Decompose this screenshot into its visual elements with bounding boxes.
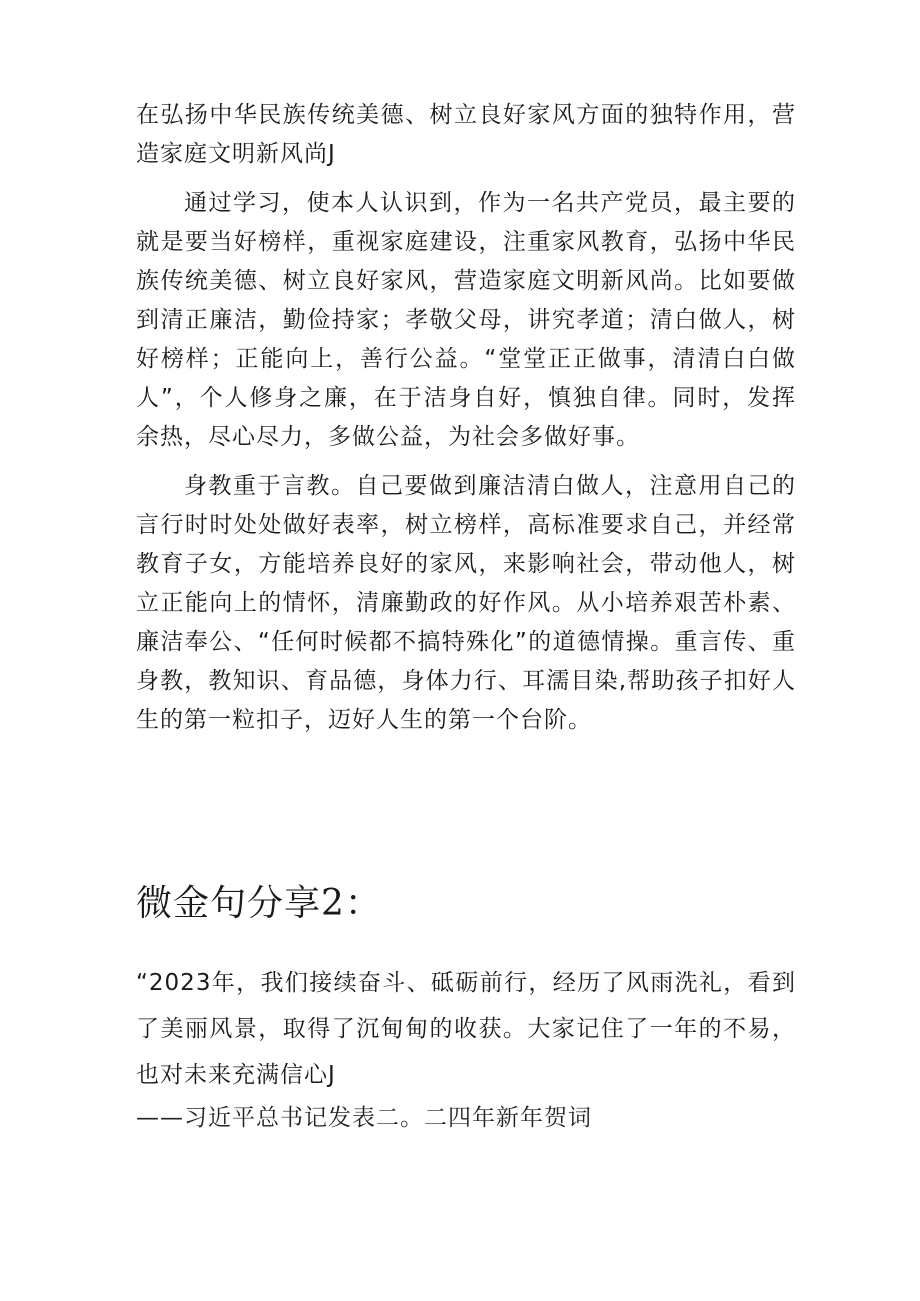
document-body <box>136 96 796 752</box>
paragraph-example: 身教重于言教。自己要做到廉洁清白做人，注意用自己的言行时时处处做好表率，树立榜样，高标准要求自己，并经常教育子女，方能培养良好的家风，来影响社会，带动他人，树立正能向上的情怀，清廉勤政的好作风。从小培养艰苦朴素、廉洁奉公、“任何时候都不搞特殊化”的道德情操。重言传、重身教，教知识、育品德，身体力行、耳濡目染,帮助孩子扣好人生的第一粒扣子，迈好人生的第一个台阶。 <box>136 473 796 733</box>
section-heading: 微金句分享2： <box>136 883 382 924</box>
paragraph-intro: 在弘扬中华民族传统美德、树立良好家风方面的独特作用，营造家庭文明新风尚J <box>136 102 796 167</box>
paragraph-learning: 通过学习，使本人认识到，作为一名共产党员，最主要的就是要当好榜样，重视家庭建设，注重家风教育，弘扬中华民族传统美德、树立良好家风，营造家庭文明新风尚。比如要做到清正廉洁，勤俭持家；孝敬父母，讲究孝道；清白做人，树好榜样；正能向上，善行公益。“堂堂正正做事，清清白白做人”，个人修身之廉，在于洁身自好，慎独自律。同时，发挥余热，尽心尽力，多做公益，为社会多做好事。 <box>136 190 796 450</box>
quote-attribution: ——习近平总书记发表二。二四年新年贺词 <box>136 1105 592 1131</box>
quote-text: “2023年，我们接续奋斗、砥砺前行，经历了风雨洗礼，看到了美丽风景，取得了沉甸甸的收获。大家记住了一年的不易，也对未来充满信心J <box>136 970 796 1088</box>
section-heading-wrap <box>136 880 796 928</box>
quote-block <box>136 960 796 1138</box>
